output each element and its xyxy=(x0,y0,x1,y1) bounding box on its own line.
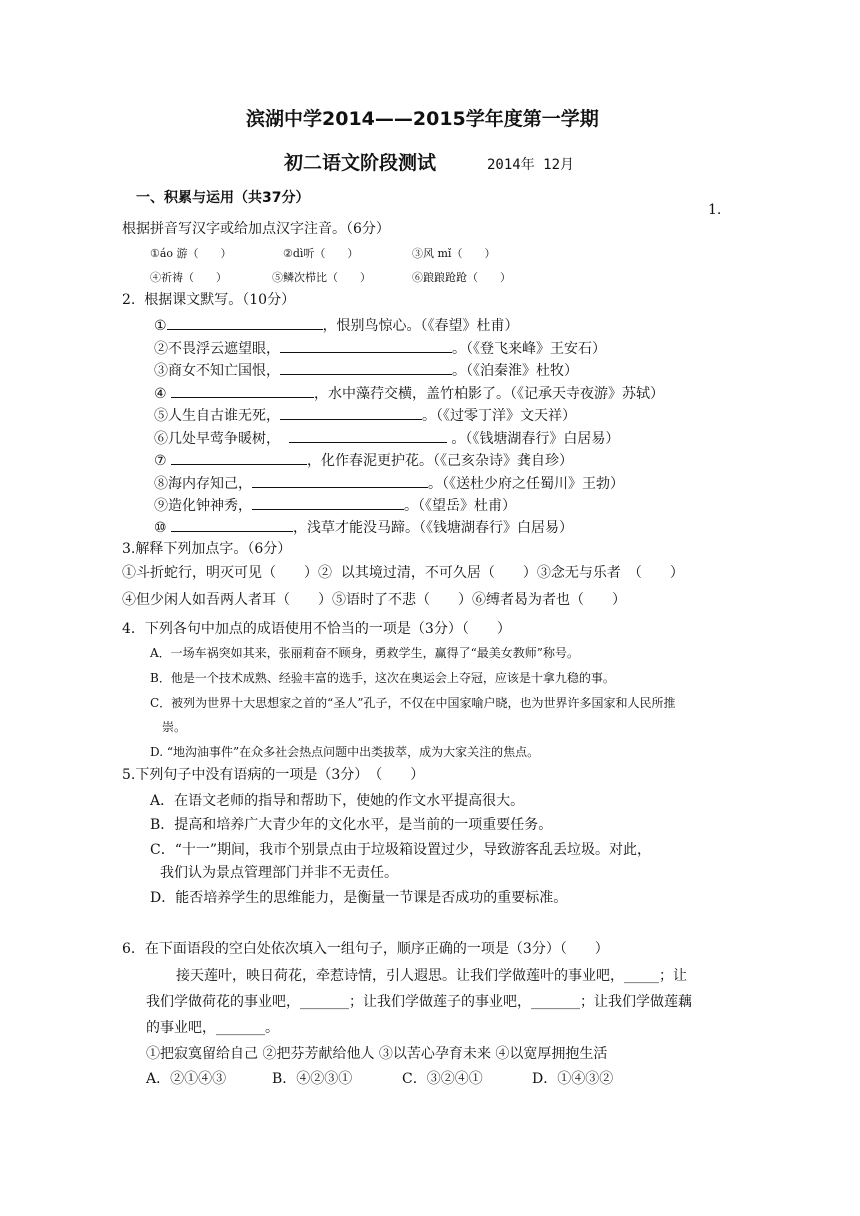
q6-passage: 接天莲叶，映日荷花，牵惹诗情，引人遐思。让我们学做莲叶的事业吧，_____；让 xyxy=(176,968,687,984)
recite-line: ②不畏浮云遮望眼， 。（《登飞来峰》王安石） xyxy=(154,341,606,357)
q1-item: ③风 mǐ（ ） xyxy=(412,247,496,260)
recite-line: ⑨造化钟神秀， 。（《望岳》杜甫） xyxy=(154,498,516,514)
q1-item: ⑤鳞次栉比（ ） xyxy=(272,271,371,284)
q5-stem: 5.下列句子中没有语病的一项是（3分） （ ） xyxy=(122,767,425,783)
q6-passage: 我们学做荷花的事业吧，_______；让我们学做莲子的事业吧，_______；让我们学做莲藕 xyxy=(146,994,692,1010)
q1-item: ②dì听（ ） xyxy=(283,247,359,260)
recite-line: ⑤人生自古谁无死， 。（《过零丁洋》文天祥） xyxy=(154,408,576,424)
answer-blank[interactable] xyxy=(280,339,452,353)
answer-blank[interactable] xyxy=(171,451,307,465)
question-number: 1. xyxy=(708,202,722,218)
q5-option-c-cont: 我们认为景点管理部门并非不无责任。 xyxy=(160,865,398,881)
q6-stem: 6．在下面语段的空白处依次填入一组句子，顺序正确的一项是（3分）（ ） xyxy=(122,941,609,957)
recite-line: ① ，恨别鸟惊心。（《春望》杜甫） xyxy=(154,318,519,334)
page-title: 滨湖中学2014——2015学年度第一学期 xyxy=(246,108,599,130)
q3-stem: 3.解释下列加点字。（6分） xyxy=(122,541,292,557)
q2-stem: 2. 根据课文默写。（10分） xyxy=(122,292,296,308)
recite-line: ⑩ ，浅草才能没马蹄。（《钱塘湖春行》白居易） xyxy=(154,520,574,536)
q1-stem: 根据拼音写汉字或给加点汉字注音。（6分） xyxy=(122,221,390,237)
answer-blank[interactable] xyxy=(280,361,452,375)
recite-line: ⑧海内存知己， 。（《送杜少府之任蜀川》王勃） xyxy=(154,476,624,492)
q4-option-b: B．他是一个技术成熟、经验丰富的选手，这次在奥运会上夺冠，应该是十拿九稳的事。 xyxy=(150,671,615,685)
q4-option-a: A．一场车祸突如其来，张丽莉奋不顾身，勇救学生，赢得了“最美女教师”称号。 xyxy=(150,646,579,660)
q5-option-b: B．提高和培养广大青少年的文化水平，是当前的一项重要任务。 xyxy=(150,817,553,833)
q1-item: ④祈祷（ ） xyxy=(150,271,227,284)
q6-sentences: ①把寂寞留给自己 ②把芬芳献给他人 ③以苦心孕育未来 ④以宽厚拥抱生活 xyxy=(146,1046,608,1062)
q5-option-a: A．在语文老师的指导和帮助下，使她的作文水平提高很大。 xyxy=(150,793,525,809)
q4-option-d: D. “地沟油事件”在众多社会热点问题中出类拔萃，成为大家关注的焦点。 xyxy=(150,745,540,759)
page-subtitle: 初二语文阶段测试 xyxy=(284,152,437,174)
answer-blank[interactable] xyxy=(167,316,323,330)
q6-choice-d: D．①④③② xyxy=(532,1071,614,1087)
answer-blank[interactable] xyxy=(171,384,314,398)
q6-passage: 的事业吧，_______。 xyxy=(146,1020,279,1036)
answer-blank[interactable] xyxy=(280,406,422,420)
section-title: 一、积累与运用（共37分） xyxy=(136,190,310,206)
q6-choice-c: C．③②④① xyxy=(402,1071,483,1087)
answer-blank[interactable] xyxy=(252,496,404,510)
q6-choice-a: A．②①④③ xyxy=(146,1071,227,1087)
test-date: 2014年 12月 xyxy=(487,157,575,173)
recite-line: ③商女不知亡国恨， 。（《泊秦淮》杜牧） xyxy=(154,363,578,379)
q6-choice-b: B．④②③① xyxy=(272,1071,353,1087)
recite-line: ④ ，水中藻荇交横，盖竹柏影了。（《记承天寺夜游》苏轼） xyxy=(154,386,665,402)
q1-item: ⑥踉踉跄跄（ ） xyxy=(412,271,511,284)
answer-blank[interactable] xyxy=(289,429,447,443)
q4-option-c-cont: 崇。 xyxy=(162,720,187,734)
answer-blank[interactable] xyxy=(171,518,293,532)
recite-line: ⑥几处早莺争暖树， 。（《钱塘湖春行》白居易） xyxy=(154,431,620,447)
q5-option-d: D．能否培养学生的思维能力，是衡量一节课是否成功的重要标准。 xyxy=(150,890,568,906)
q5-option-c: C．“十一”期间，我市个别景点由于垃圾箱设置过少，导致游客乱丢垃圾。对此， xyxy=(150,842,652,858)
q3-row: ④但少闲人如吾两人者耳（ ）⑤语时了不悲（ ）⑥缚者曷为者也（ ） xyxy=(122,592,626,608)
q3-row: ①斗折蛇行，明灭可见（ ）② 以其境过清，不可久居（ ）③念无与乐者 （ ） xyxy=(122,565,684,581)
q4-stem: 4．下列各句中加点的成语使用不恰当的一项是（3分）（ ） xyxy=(122,621,511,637)
q4-option-c: C．被列为世界十大思想家之首的“圣人”孔子，不仅在中国家喻户晓，也为世界许多国家和人民所推 xyxy=(150,696,676,710)
answer-blank[interactable] xyxy=(252,474,428,488)
q1-item: ①áo 游（ ） xyxy=(150,247,232,260)
recite-line: ⑦ ，化作春泥更护花。（《己亥杂诗》龚自珍） xyxy=(154,453,574,469)
